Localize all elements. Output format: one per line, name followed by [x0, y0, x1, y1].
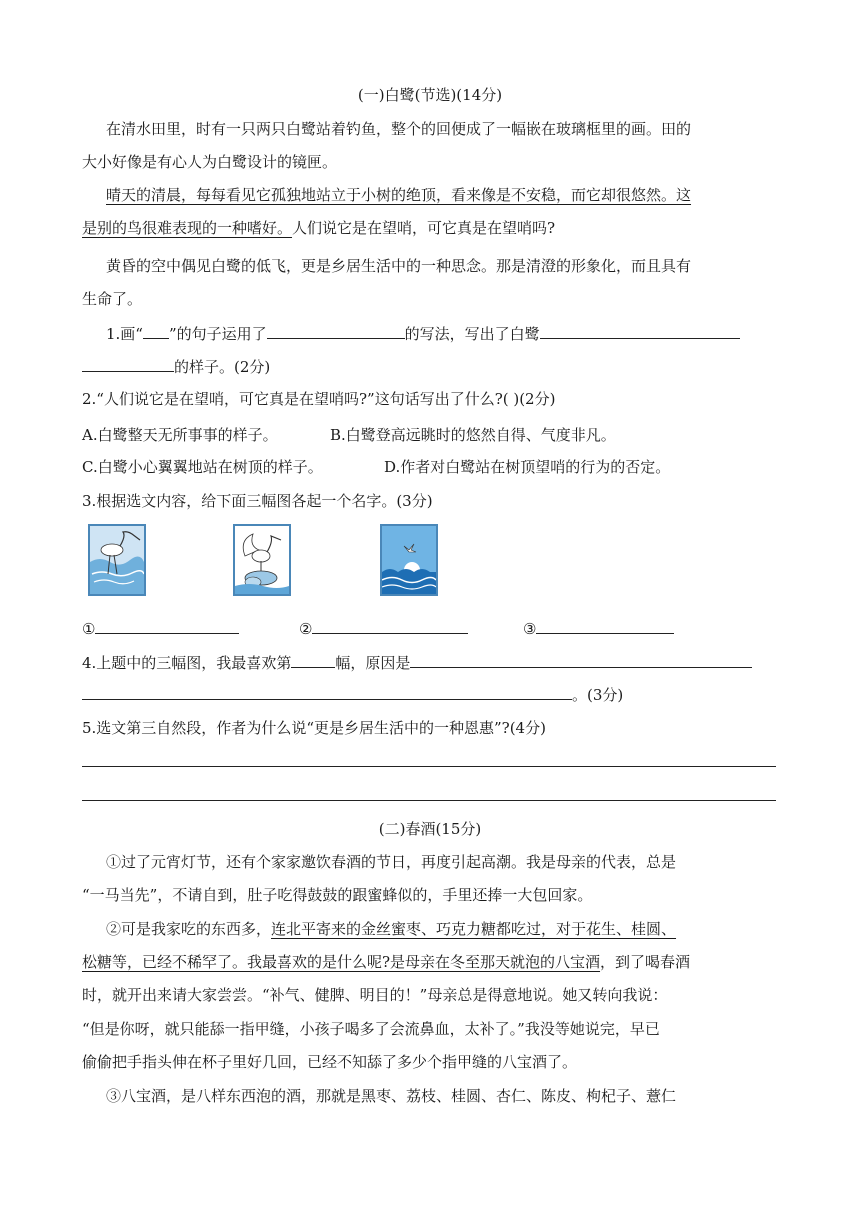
passage2-para2-line2: [82, 951, 690, 972]
egret-treetop-illustration: [235, 526, 289, 594]
q2-option-a[interactable]: A.白鹭整天无所事事的样子。: [82, 426, 278, 444]
q1-answer-blank-1[interactable]: [267, 322, 405, 339]
section2-title: (二)春酒(15分): [378, 820, 482, 838]
passage1-para2-rest: 人们说它是在望哨，可它真是在望哨吗?: [292, 219, 556, 237]
passage1-para1-line1: 在清水田里，时有一只两只白鹭站着钓鱼，整个的回便成了一幅嵌在玻璃框里的画。田的: [106, 120, 692, 138]
q3-answer-blank-3[interactable]: [536, 617, 674, 634]
passage2-para2-line4: “但是你呀，就只能舔一指甲缝，小孩子喝多了会流鼻血，太补了。”我没等她说完，早已: [82, 1020, 660, 1038]
egret-fishing-illustration: [90, 526, 144, 594]
egret-flying-picture: [380, 524, 438, 596]
question-1: [106, 322, 740, 344]
question-4: [82, 651, 752, 673]
q3-answer-blank-2[interactable]: [312, 617, 468, 634]
q3-answer-blank-1[interactable]: [95, 617, 239, 634]
question-5: 5.选文第三自然段，作者为什么说“更是乡居生活中的一种恩惠”?(4分): [82, 719, 546, 737]
passage1-para3-line2: 生命了。: [82, 290, 143, 308]
question-3: 3.根据选文内容，给下面三幅图各起一个名字。(3分): [82, 492, 433, 510]
underlined-sentence: 是别的鸟很难表现的一种嗜好。: [82, 219, 293, 237]
passage1-para1-line2: 大小好像是有心人为白鹭设计的镜匣。: [82, 153, 338, 171]
q4-answer-blank-1[interactable]: [291, 651, 335, 668]
q3-answer-2: [299, 617, 468, 638]
section1-title: (一)白鹭(节选)(14分): [357, 86, 503, 104]
q1-answer-blank-3[interactable]: [82, 355, 174, 372]
q1-text-d: 的样子。(2分): [174, 358, 271, 376]
q5-answer-line-2[interactable]: [82, 800, 776, 801]
passage1-para2-line1: 晴天的清晨，每每看见它孤独地站立于小树的绝顶，看来像是不安稳，而它却很悠然。这: [106, 186, 692, 204]
q4-text-a: 4.上题中的三幅图，我最喜欢第: [82, 654, 292, 672]
q5-answer-line-1[interactable]: [82, 766, 776, 767]
passage2-para2-start: ②可是我家吃的东西多，: [106, 920, 272, 938]
q4-answer-blank-3[interactable]: [82, 683, 572, 700]
question-2: 2.“人们说它是在望哨，可它真是在望哨吗?”这句话写出了什么?( )(2分): [82, 390, 556, 408]
passage2-para2-line1: [106, 918, 676, 939]
q4-answer-blank-2[interactable]: [410, 651, 752, 668]
question-4-cont: [82, 683, 623, 705]
passage1-para2-line2: [82, 217, 555, 238]
q3-marker-1: ①: [82, 620, 96, 638]
q2-option-c[interactable]: C.白鹭小心翼翼地站在树顶的样子。: [82, 458, 323, 476]
passage2-para2-line3: 时，就开出来请大家尝尝。“补气、健脾、明目的！”母亲总是得意地说。她又转向我说：: [82, 986, 668, 1004]
egret-treetop-picture: [233, 524, 291, 596]
q4-text-c: 。(3分): [572, 686, 624, 704]
passage1-para3-line1: 黄昏的空中偶见白鹭的低飞，更是乡居生活中的一种思念。那是清澄的形象化，而且具有: [106, 257, 692, 275]
passage2-para1-line1: ①过了元宵灯节，还有个家家邀饮春酒的节日，再度引起高潮。我是母亲的代表，总是: [106, 853, 677, 871]
passage2-para1-line2: “一马当先”，不请自到，肚子吃得鼓鼓的跟蜜蜂似的，手里还捧一大包回家。: [82, 886, 593, 904]
passage2-para2-rest: ，到了喝春酒: [600, 953, 691, 971]
underlined-sentence-2a: 连北平寄来的金丝蜜枣、巧克力糖都吃过，对于花生、桂圆、: [271, 920, 677, 938]
question-1-cont: [82, 355, 270, 377]
q1-answer-blank-2[interactable]: [540, 322, 740, 339]
q2-option-d[interactable]: D.作者对白鹭站在树顶望哨的行为的否定。: [384, 458, 671, 476]
q1-text-b: ”的句子运用了: [168, 325, 267, 343]
q1-mark-blank: [143, 322, 169, 339]
q2-option-b[interactable]: B.白鹭登高远眺时的悠然自得、气度非凡。: [330, 426, 616, 444]
passage2-para2-line5: 偷偷把手指头伸在杯子里好几回，已经不知舔了多少个指甲缝的八宝酒了。: [82, 1053, 578, 1071]
q3-answer-1: [82, 617, 239, 638]
egret-flying-illustration: [382, 526, 436, 594]
q3-marker-3: ③: [523, 620, 537, 638]
q1-text-a: 1.画“: [106, 325, 143, 343]
q3-marker-2: ②: [299, 620, 313, 638]
q4-text-b: 幅，原因是: [335, 654, 411, 672]
underlined-sentence-2b: 松糖等，已经不稀罕了。我最喜欢的是什么呢?是母亲在冬至那天就泡的八宝酒: [82, 953, 601, 971]
q3-answer-3: [523, 617, 674, 638]
q1-text-c: 的写法，写出了白鹭: [404, 325, 540, 343]
egret-fishing-picture: [88, 524, 146, 596]
passage2-para3-line1: ③八宝酒，是八样东西泡的酒，那就是黑枣、荔枝、桂圆、杏仁、陈皮、枸杞子、薏仁: [106, 1087, 677, 1105]
